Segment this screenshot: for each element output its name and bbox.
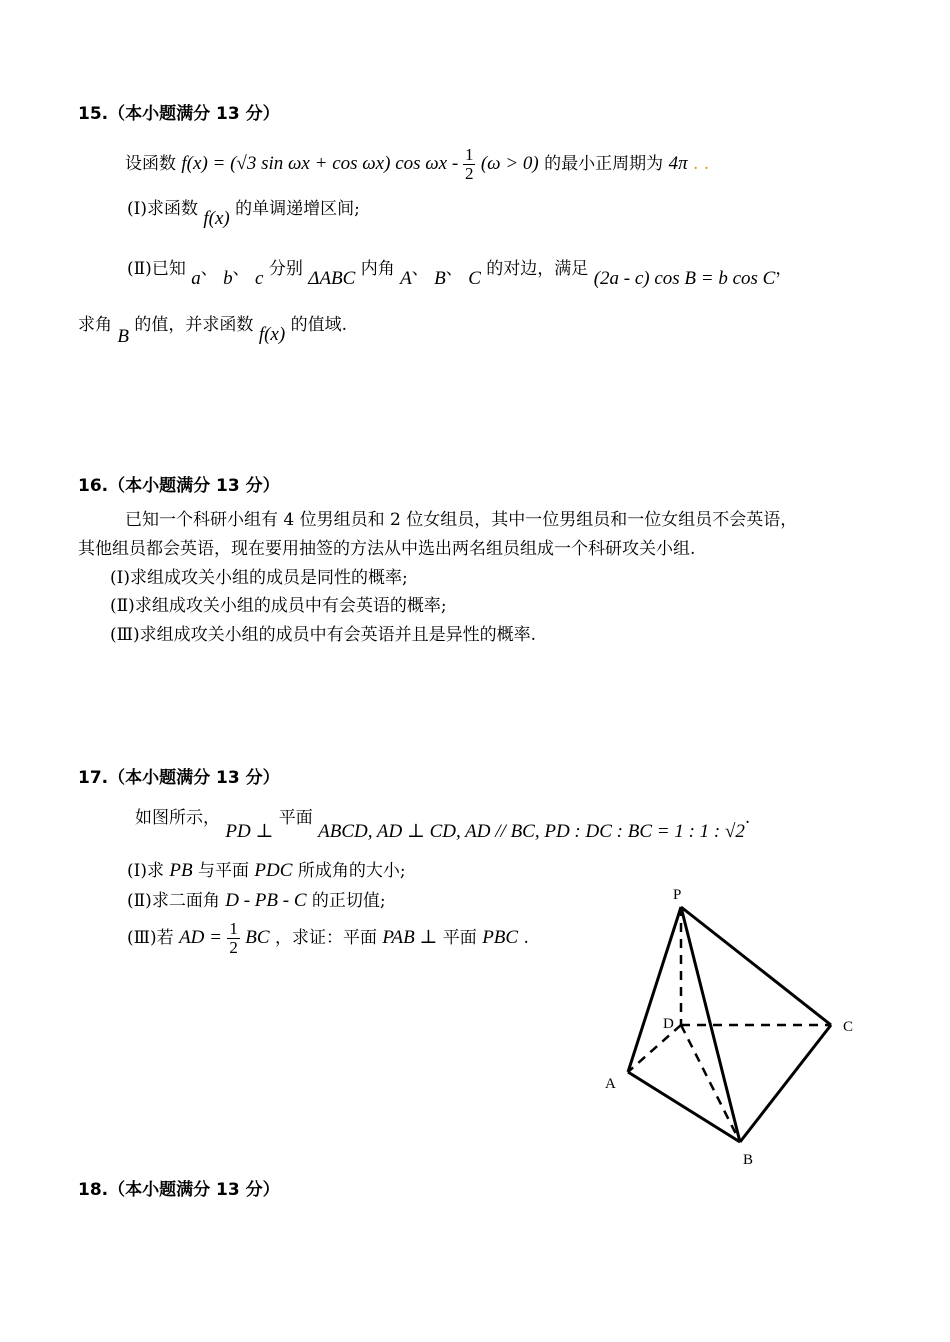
q17-part1-pb: PB	[169, 860, 193, 881]
label-D: D	[663, 1016, 674, 1032]
q15-part1-suffix: 的单调递增区间;	[235, 199, 360, 219]
q15-function: f(x) = (√3 sin ωx + cos ωx) cos ωx -	[181, 153, 463, 174]
q15-frac-den: 2	[464, 164, 474, 183]
q15-line2-B: B	[117, 326, 130, 347]
q15-header: 15.（本小题满分 13 分）	[78, 104, 280, 124]
q17-intro: 如图所示，	[135, 808, 220, 828]
q15-condition: (ω > 0)	[480, 153, 539, 174]
q15-frac-num: 1	[464, 145, 474, 164]
label-A: A	[605, 1076, 616, 1092]
q15-var-a: a	[191, 268, 201, 289]
q17-part3-ad: AD =	[179, 927, 222, 948]
q17-part3-mid: ，求证：平面	[274, 928, 377, 948]
q17-part1-suffix: 所成角的大小;	[297, 861, 406, 881]
q15-part1-prefix: (Ⅰ)求函数	[127, 199, 198, 219]
label-P: P	[673, 887, 682, 903]
q16-part2: (Ⅱ)求组成攻关小组的成员中有会英语的概率;	[110, 596, 447, 616]
q17-part3-den: 2	[229, 938, 238, 957]
edge-AB	[628, 1072, 740, 1142]
q17-part2	[127, 886, 386, 912]
q15-var-c: c	[255, 268, 264, 289]
q17-part3-pbc: PBC	[482, 927, 519, 948]
q17-part3	[127, 920, 529, 957]
q17-part1	[127, 856, 406, 882]
q16-para-line2: 其他组员都会英语，现在要用抽签的方法从中选出两名组员组成一个科研攻关小组.	[78, 539, 696, 559]
q17-condition: ABCD, AD ⊥ CD, AD // BC, PD : DC : BC = 1 : 1 : √2	[318, 821, 745, 842]
q17-statement	[135, 803, 751, 842]
q15-part1	[127, 194, 360, 229]
q15-sep-1: 、	[200, 259, 218, 279]
q17-part2-prefix: (Ⅱ)求二面角	[127, 891, 220, 911]
q17-part1-pdc: PDC	[254, 860, 293, 881]
q15-comma: ，	[775, 259, 793, 279]
q17-pingmian: 平面	[278, 808, 313, 828]
q17-pd-perp: PD ⊥	[225, 821, 274, 842]
q15-sep-3: 、	[411, 259, 429, 279]
q17-cond-end: .	[744, 808, 751, 828]
q15-angle-B: B	[434, 268, 446, 289]
q15-intro: 设函数	[125, 154, 176, 174]
q17-part3-num: 1	[229, 919, 238, 938]
q15-statement	[125, 146, 709, 183]
label-C: C	[843, 1019, 854, 1035]
q15-fraction	[463, 146, 476, 183]
q17-part3-end: .	[523, 928, 529, 948]
q15-part1-fx: f(x)	[203, 208, 230, 229]
q15-line2-prefix: 求角	[78, 315, 112, 335]
q15-line2-suffix: 的值域.	[290, 315, 348, 335]
q17-part1-prefix: (Ⅰ)求	[127, 861, 164, 881]
edge-BC	[740, 1025, 831, 1142]
q15-trailing-dots: . .	[693, 154, 710, 174]
q17-part3-mid2: 平面	[442, 928, 477, 948]
q18-header: 18.（本小题满分 13 分）	[78, 1180, 280, 1200]
q16-part1: (Ⅰ)求组成攻关小组的成员是同性的概率;	[110, 568, 408, 588]
q17-part3-prefix: (Ⅲ)若	[127, 928, 174, 948]
q15-line2-mid: 的值，并求函数	[134, 315, 254, 335]
q17-part2-suffix: 的正切值;	[311, 891, 386, 911]
q15-line2-fx: f(x)	[258, 324, 286, 345]
q16-header: 16.（本小题满分 13 分）	[78, 476, 280, 496]
q17-header: 17.（本小题满分 13 分）	[78, 768, 280, 788]
q15-sep-4: 、	[445, 259, 463, 279]
q15-period: 4π	[668, 153, 688, 174]
q15-angle-C: C	[468, 268, 481, 289]
q15-equation: (2a - c) cos B = b cos C	[593, 268, 776, 289]
edge-PC	[681, 907, 831, 1025]
q17-part2-angle: D - PB - C	[225, 890, 307, 911]
q15-var-b: b	[223, 268, 233, 289]
q15-period-text: 的最小正周期为	[544, 154, 664, 174]
label-B: B	[743, 1152, 754, 1168]
q17-part3-fraction	[227, 920, 240, 957]
q17-part1-mid: 与平面	[198, 861, 250, 881]
q15-duibian: 的对边，满足	[486, 259, 589, 279]
q16-part3: (Ⅲ)求组成攻关小组的成员中有会英语并且是异性的概率.	[110, 625, 537, 645]
q16-para-line1: 已知一个科研小组有 4 位男组员和 2 位女组员，其中一位男组员和一位女组员不会英语，	[125, 510, 798, 530]
q17-part3-bc: BC	[245, 927, 270, 948]
q15-fenbie: 分别	[268, 259, 303, 279]
q15-part2-line2	[78, 310, 348, 347]
pyramid-figure	[595, 880, 875, 1170]
q15-triangle: ΔABC	[308, 268, 356, 289]
q15-neijiao: 内角	[360, 259, 395, 279]
q15-part2	[127, 254, 793, 289]
q17-part3-pab: PAB ⊥	[382, 927, 438, 948]
q15-part2-prefix: (Ⅱ)已知	[127, 259, 186, 279]
q15-sep-2: 、	[232, 259, 250, 279]
q15-angle-A: A	[400, 268, 412, 289]
